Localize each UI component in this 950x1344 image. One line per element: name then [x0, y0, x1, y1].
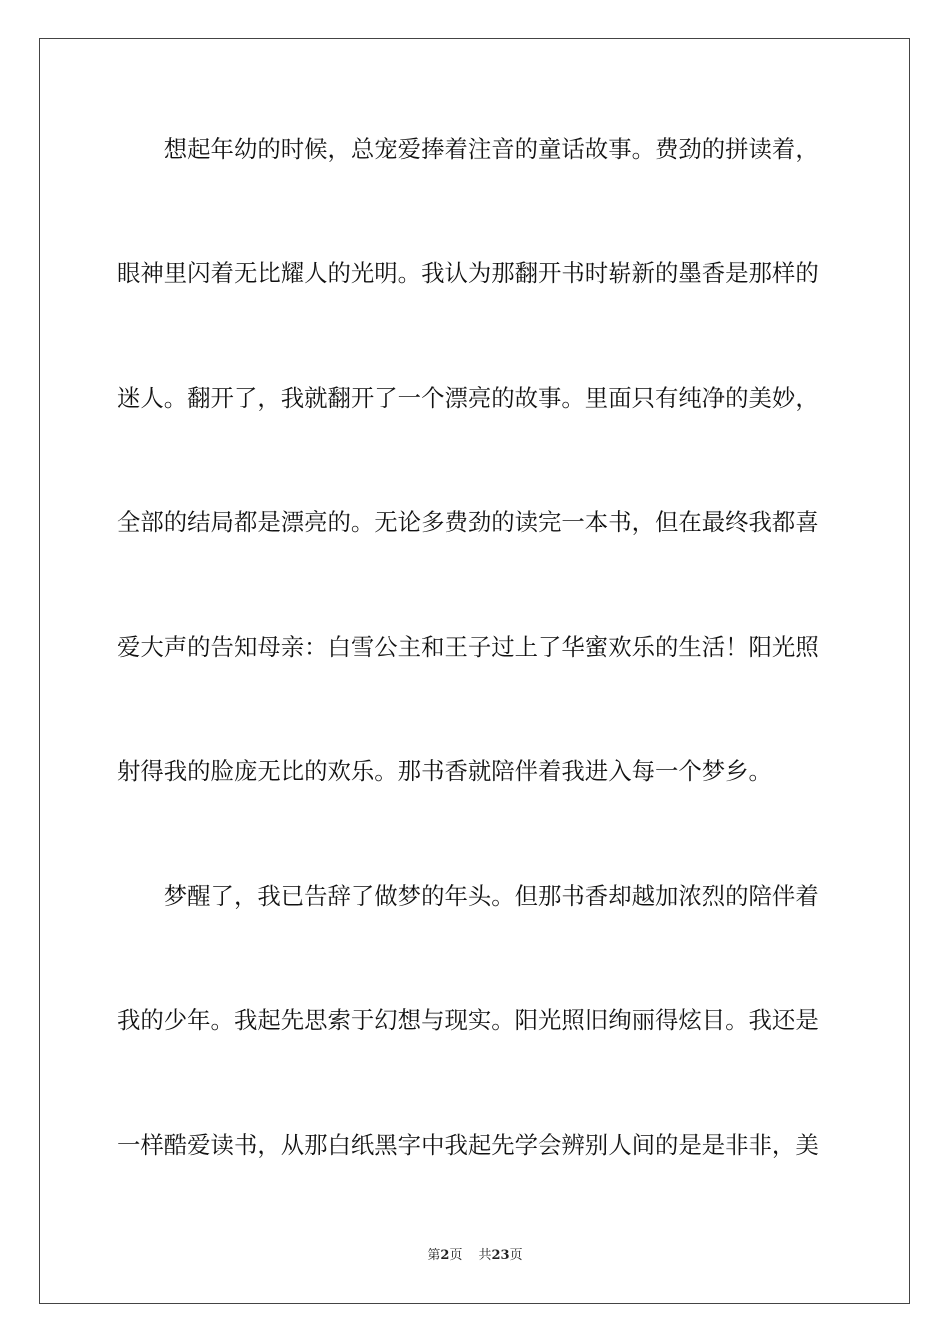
- paragraph-2-line-3: 一样酷爱读书，从那白纸黑字中我起先学会辨别人间的是是非非，美: [117, 1131, 819, 1159]
- paragraph-2-line-1: 梦醒了，我已告辞了做梦的年头。但那书香却越加浓烈的陪伴着: [117, 882, 819, 910]
- page-footer: [0, 1248, 950, 1264]
- total-label: [478, 1248, 522, 1263]
- page-number: 2: [440, 1248, 450, 1263]
- paragraph-1-line-6: 射得我的脸庞无比的欢乐。那书香就陪伴着我进入每一个梦乡。: [117, 757, 772, 785]
- paragraph-1-line-2: 眼神里闪着无比耀人的光明。我认为那翻开书时崭新的墨香是那样的: [117, 259, 819, 287]
- paragraph-1-line-1: 想起年幼的时候，总宠爱捧着注音的童话故事。费劲的拼读着，: [117, 135, 819, 163]
- paragraph-1-line-3: 迷人。翻开了，我就翻开了一个漂亮的故事。里面只有纯净的美妙，: [117, 384, 819, 412]
- total-prefix: 共: [478, 1248, 492, 1263]
- total-pages: 23: [491, 1248, 510, 1263]
- paragraph-1-line-5: 爱大声的告知母亲：白雪公主和王子过上了华蜜欢乐的生活！阳光照: [117, 633, 819, 661]
- page-prefix: 第: [427, 1248, 441, 1263]
- total-suffix: 页: [509, 1248, 523, 1263]
- paragraph-1-line-4: 全部的结局都是漂亮的。无论多费劲的读完一本书，但在最终我都喜: [117, 508, 819, 536]
- page-border: [39, 38, 910, 1304]
- page-label: [427, 1248, 462, 1263]
- page-suffix: 页: [449, 1248, 463, 1263]
- paragraph-2-line-2: 我的少年。我起先思索于幻想与现实。阳光照旧绚丽得炫目。我还是: [117, 1006, 819, 1034]
